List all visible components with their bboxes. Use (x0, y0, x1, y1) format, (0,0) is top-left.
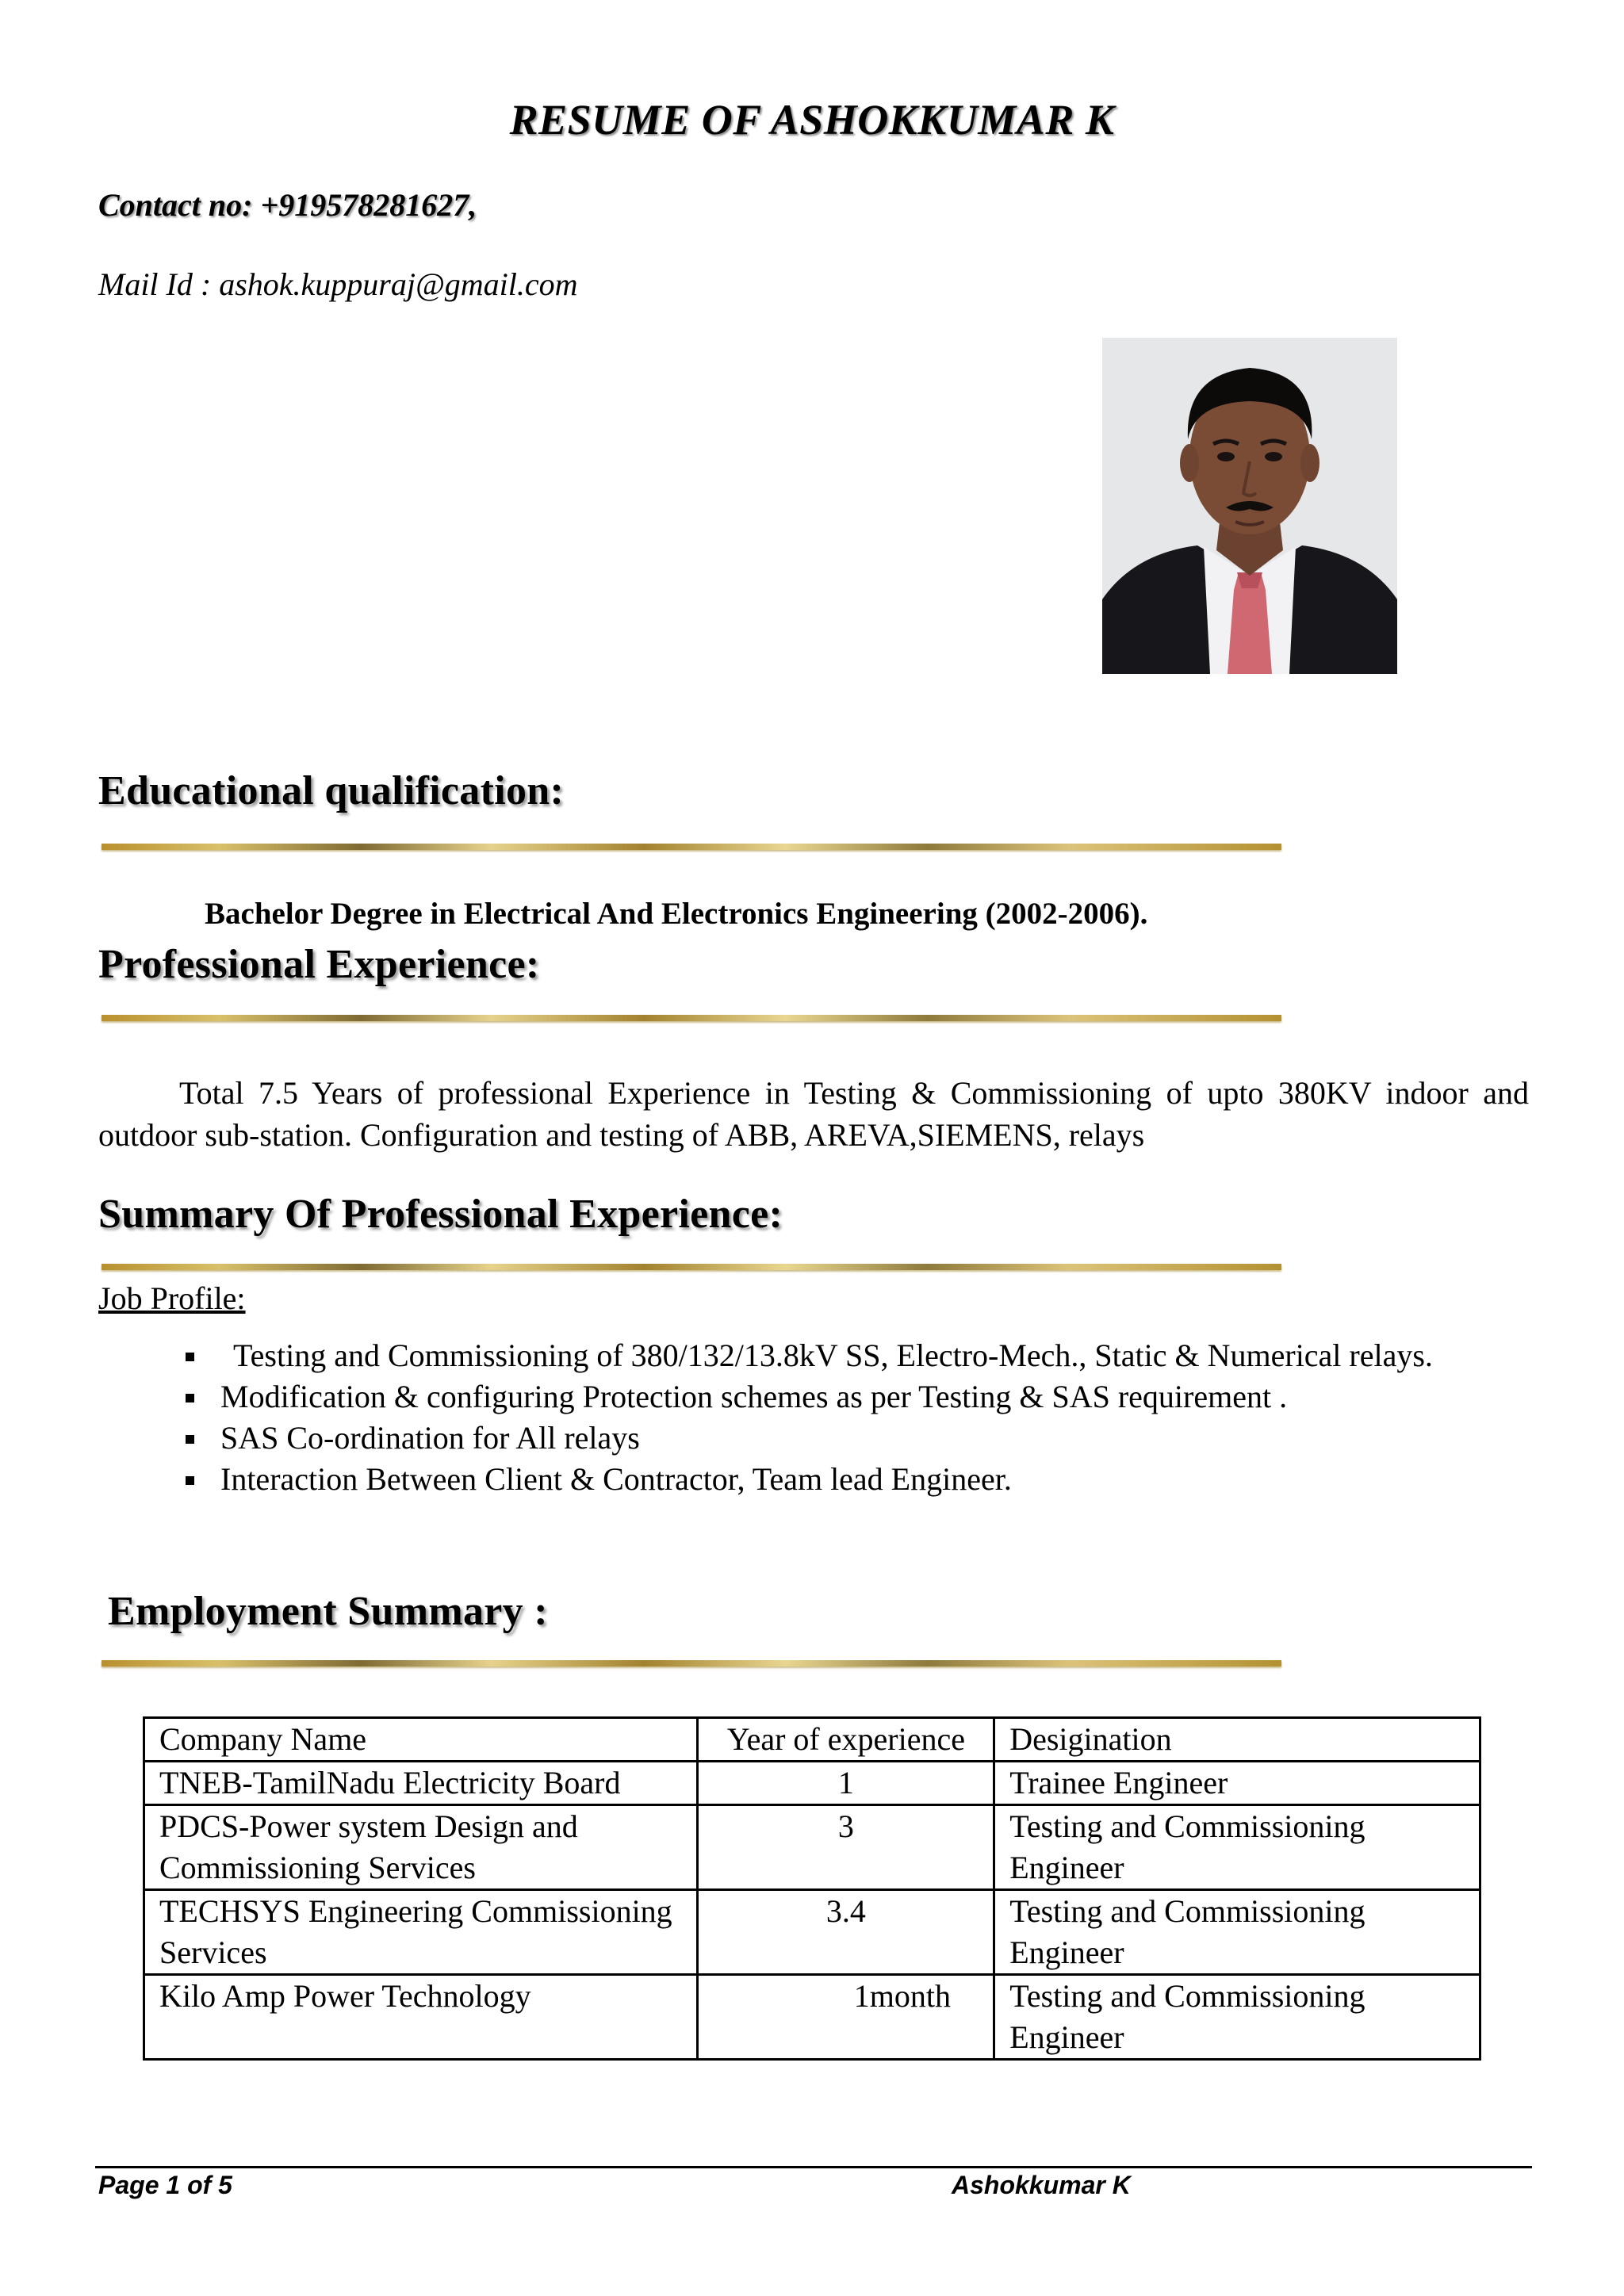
years-cell: 3.4 (698, 1890, 994, 1975)
experience-paragraph: Total 7.5 Years of professional Experience in Testing & Commissioning of upto 380KV indoor and outdoor sub-station. Configuration and testing of ABB, AREVA,SIEMENS, relays (98, 1075, 1529, 1153)
years-cell: 3 (698, 1805, 994, 1890)
footer-divider (95, 2166, 1532, 2168)
company-cell: TNEB-TamilNadu Electricity Board (144, 1762, 698, 1805)
education-heading: Educational qualification: (98, 768, 565, 813)
job-profile-list (182, 1335, 1529, 1500)
profile-photo-drawing (1102, 338, 1397, 674)
page-number: Page 1 of 5 (98, 2171, 232, 2199)
list-item: Interaction Between Client & Contractor, Team lead Engineer. (182, 1459, 1529, 1500)
designation-cell: Testing and Commissioning Engineer (994, 1975, 1480, 2060)
employment-table (143, 1716, 1481, 2061)
list-item: Testing and Commissioning of 380/132/13.8kV SS, Electro-Mech., Static & Numerical relays. (182, 1335, 1529, 1376)
company-cell: Kilo Amp Power Technology (144, 1975, 698, 2060)
company-cell: TECHSYS Engineering Commissioning Services (144, 1890, 698, 1975)
summary-heading: Summary Of Professional Experience: (98, 1192, 783, 1237)
designation-cell: Testing and Commissioning Engineer (994, 1890, 1480, 1975)
list-item: SAS Co-ordination for All relays (182, 1418, 1529, 1459)
degree-text: Bachelor Degree in Electrical And Electronics Engineering (2002-2006). (205, 897, 1148, 931)
contact-number: Contact no: +919578281627, (98, 187, 477, 223)
job-profile-label: Job Profile: (98, 1280, 246, 1316)
table-row (144, 1762, 1480, 1805)
resume-title: RESUME OF ASHOKKUMAR K (509, 96, 1115, 144)
company-cell: PDCS-Power system Design and Commissioning Services (144, 1805, 698, 1890)
employment-heading: Employment Summary : (108, 1589, 548, 1634)
designation-cell: Trainee Engineer (994, 1762, 1480, 1805)
profile-photo (1102, 338, 1397, 674)
table-row (144, 1805, 1480, 1890)
footer-name: Ashokkumar K (952, 2171, 1131, 2199)
section-divider (102, 1015, 1281, 1021)
section-divider (102, 844, 1281, 850)
table-header-cell: Company Name (144, 1718, 698, 1762)
designation-cell: Testing and Commissioning Engineer (994, 1805, 1480, 1890)
experience-heading: Professional Experience: (98, 942, 540, 987)
table-header-cell: Desigination (994, 1718, 1480, 1762)
years-cell: 1 (698, 1762, 994, 1805)
table-header-row (144, 1718, 1480, 1762)
section-divider (102, 1660, 1281, 1667)
experience-text (98, 1072, 1529, 1156)
table-row (144, 1890, 1480, 1975)
mail-id: Mail Id : ashok.kuppuraj@gmail.com (98, 266, 578, 302)
section-divider (102, 1264, 1281, 1270)
years-cell: 1month (698, 1975, 994, 2060)
table-row (144, 1975, 1480, 2060)
list-item: Modification & configuring Protection schemes as per Testing & SAS requirement . (182, 1376, 1529, 1418)
table-header-cell: Year of experience (698, 1718, 994, 1762)
